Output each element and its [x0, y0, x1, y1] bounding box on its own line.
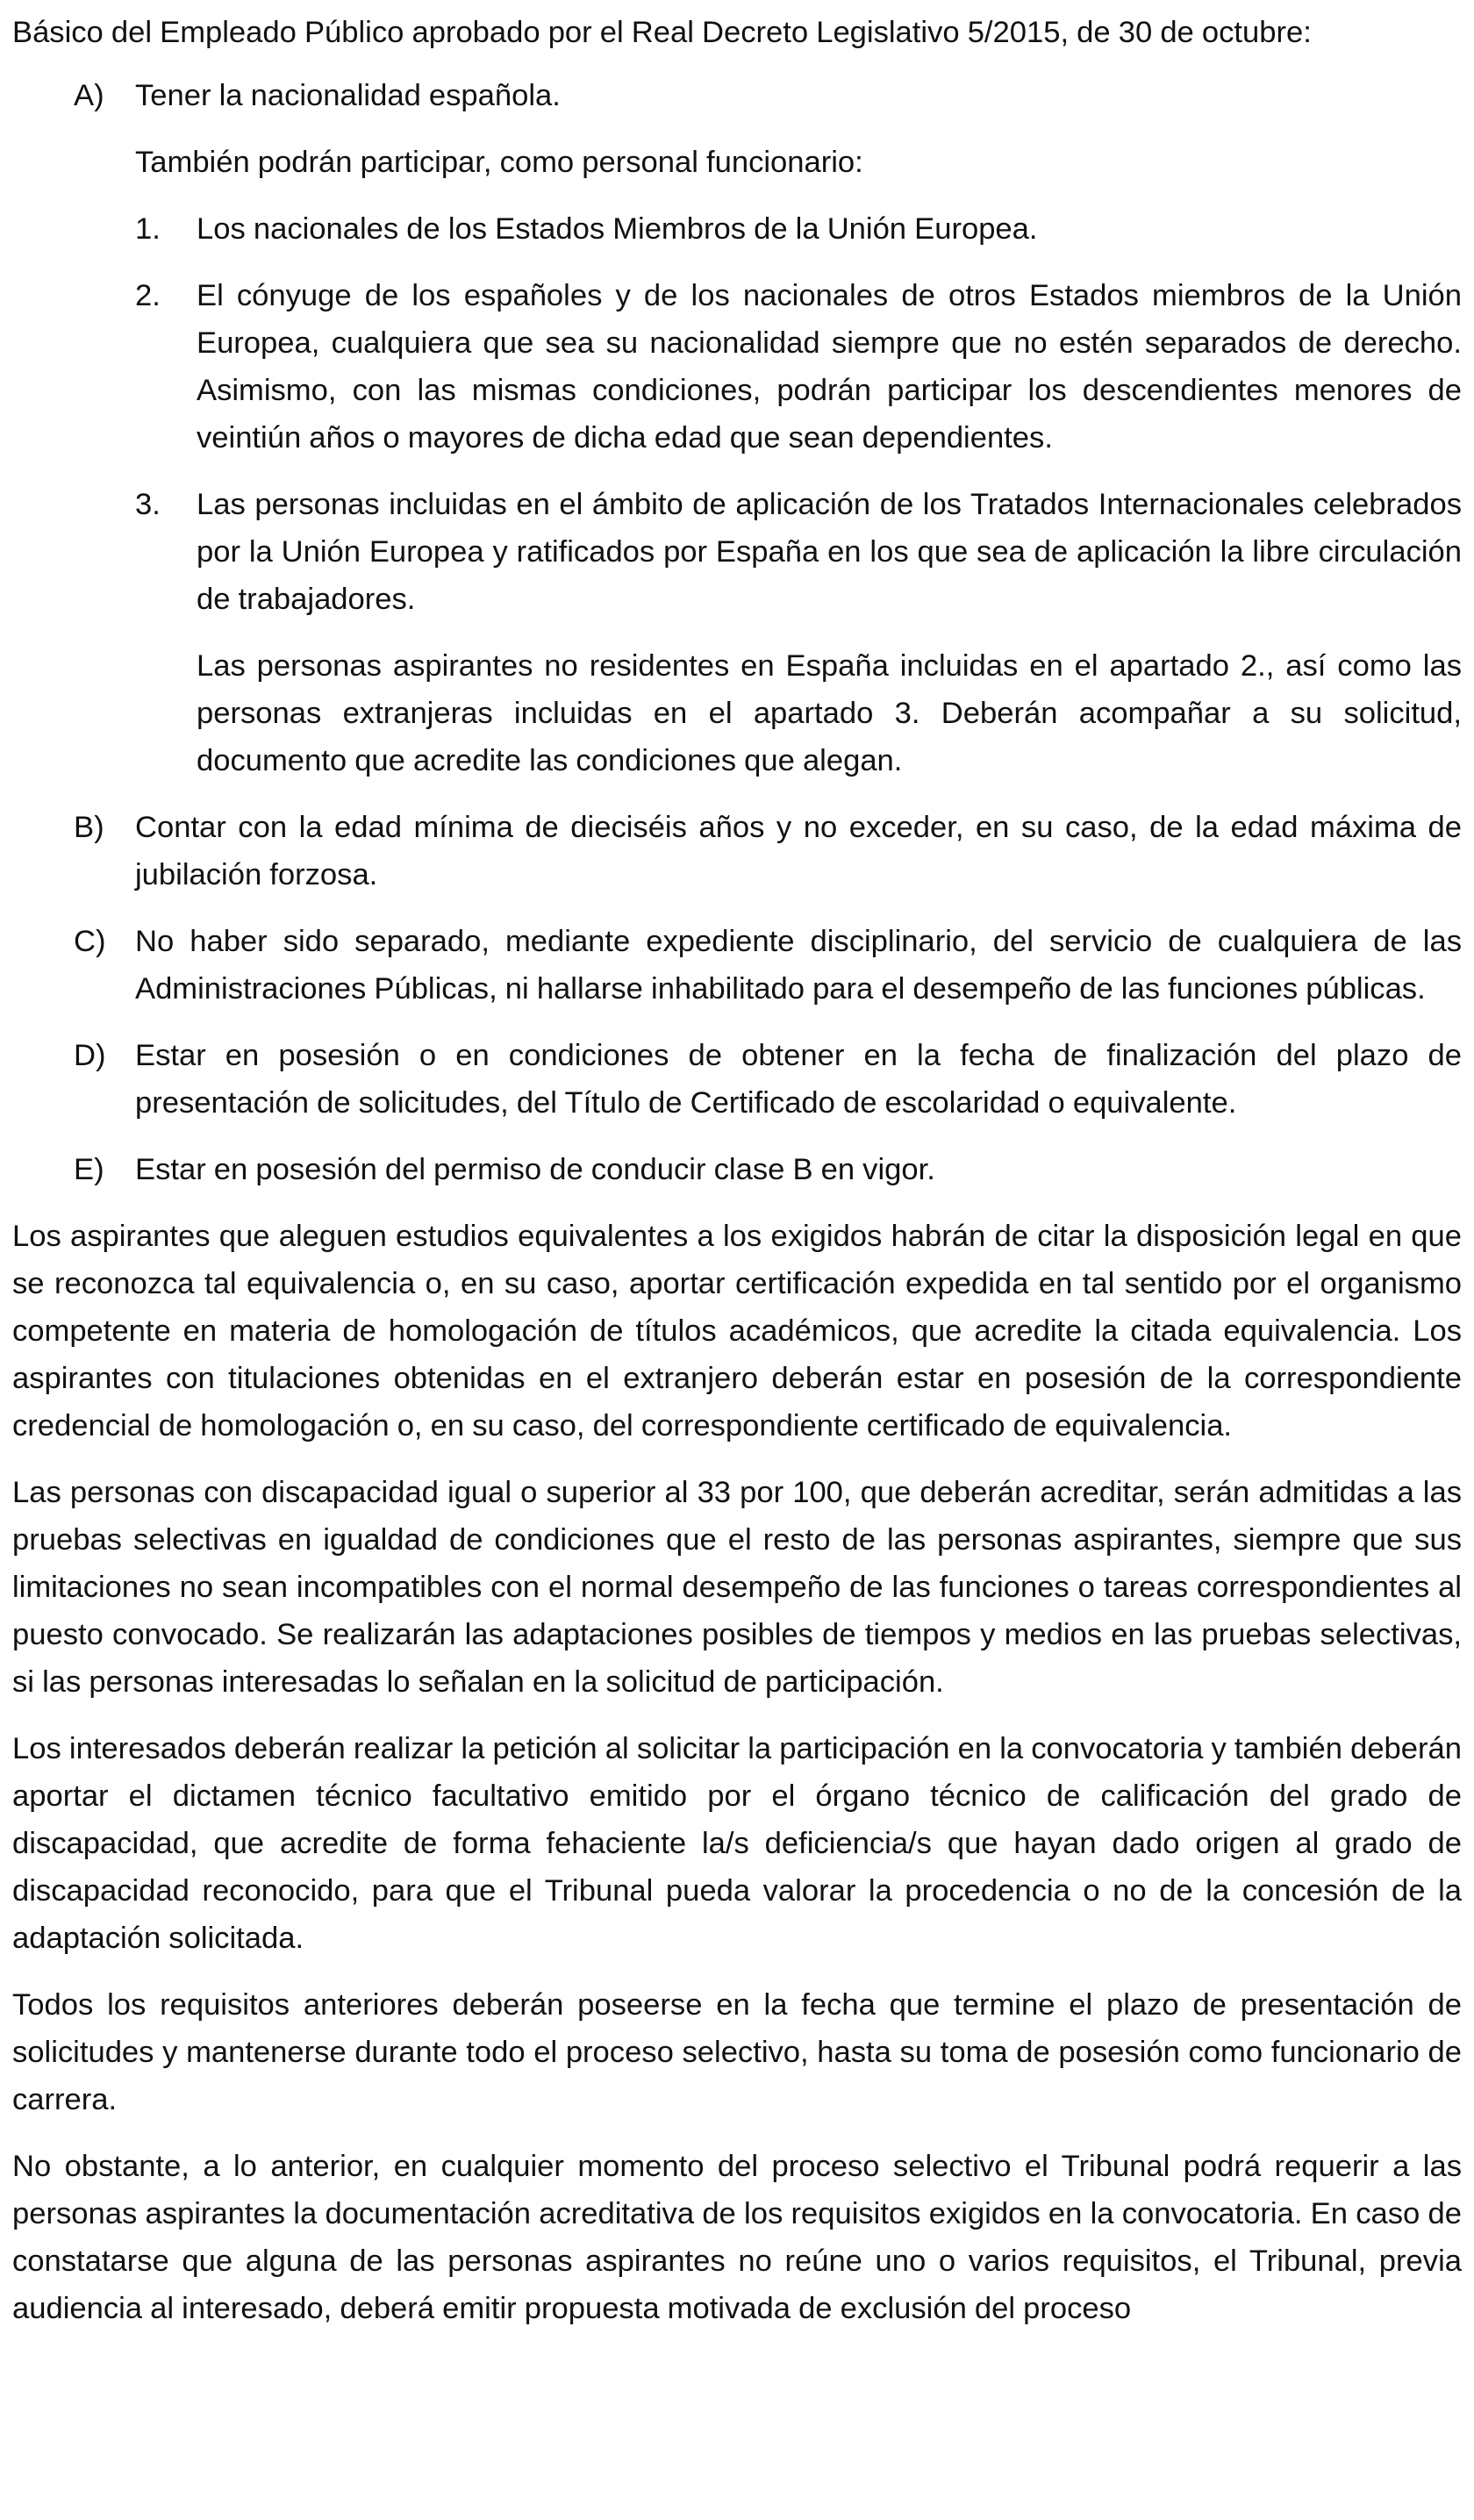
- requirement-body: [135, 804, 1462, 898]
- requirement-body: [135, 1032, 1462, 1127]
- body-paragraph-equivalent-studies: Los aspirantes que aleguen estudios equivalentes a los exigidos habrán de citar la disposición legal en que se reconozca tal equivalencia o, en su caso, aportar certificación expedida en tal sentido por el organismo competente en materia de homologación de títulos académicos, que acredite la citada equivalencia. Los aspirantes con titulaciones obtenidas en el extranjero deberán estar en posesión de la correspondiente credencial de homologación o, en su caso, del correspondiente certificado de equivalencia.: [12, 1220, 1462, 1443]
- requirement-text: Estar en posesión o en condiciones de obtener en la fecha de finalización del plazo de presentación de solicitudes, del Título de Certificado de escolaridad o equivalente.: [135, 1039, 1462, 1120]
- sub-requirement-item-3: [135, 481, 1462, 784]
- list-marker: 3.: [135, 488, 161, 521]
- body-paragraph-disability: Las personas con discapacidad igual o superior al 33 por 100, que deberán acreditar, serán admitidas a las pruebas selectivas en igualdad de condiciones que el resto de las personas aspirantes, siempre que sus limitaciones no sean incompatibles con el normal desempeño de las funciones o tareas correspondientes al puesto convocado. Se realizarán las adaptaciones posibles de tiempos y medios en las pruebas selectivas, si las personas interesadas lo señalan en la solicitud de participación.: [12, 1476, 1462, 1699]
- requirement-item-d: [12, 1032, 1462, 1127]
- sub-requirement-text: Las personas incluidas en el ámbito de aplicación de los Tratados Internacionales celebrados por la Unión Europea y ratificados por España en los que sea de aplicación la libre circulación de trabajadores.: [197, 488, 1462, 616]
- intro-paragraph: Básico del Empleado Público aprobado por el Real Decreto Legislativo 5/2015, de 30 de octubre:: [12, 16, 1312, 49]
- requirement-body: [135, 1146, 1462, 1193]
- list-marker: B): [74, 811, 104, 844]
- requirement-item-c: [12, 918, 1462, 1013]
- requirement-item-e: [12, 1146, 1462, 1193]
- requirement-body: [135, 72, 1462, 784]
- list-marker: 1.: [135, 212, 161, 246]
- body-paragraph-adaptation-request: Los interesados deberán realizar la petición al solicitar la participación en la convocatoria y también deberán aportar el dictamen técnico facultativo emitido por el órgano técnico de calificación del grado de discapacidad, que acredite de forma fehaciente la/s deficiencia/s que hayan dado origen al grado de discapacidad reconocido, para que el Tribunal pueda valorar la procedencia o no de la concesión de la adaptación solicitada.: [12, 1732, 1462, 1955]
- sub-requirement-item-1: [135, 205, 1462, 253]
- list-marker: C): [74, 925, 106, 958]
- sub-requirement-note: Las personas aspirantes no residentes en España incluidas en el apartado 2., así como las personas extranjeras incluidas en el apartado 3. Deberán acompañar a su solicitud, documento que acredite las condiciones que alegan.: [197, 649, 1462, 777]
- body-paragraph-requirements-deadline: Todos los requisitos anteriores deberán poseerse en la fecha que termine el plazo de presentación de solicitudes y mantenerse durante todo el proceso selectivo, hasta su toma de posesión como funcionario de carrera.: [12, 1988, 1462, 2116]
- requirement-text: Contar con la edad mínima de dieciséis años y no exceder, en su caso, de la edad máxima de jubilación forzosa.: [135, 811, 1462, 891]
- sub-requirement-item-2: [135, 272, 1462, 462]
- requirement-item-b: [12, 804, 1462, 898]
- requirement-body: [135, 918, 1462, 1013]
- sub-requirement-text: Los nacionales de los Estados Miembros de la Unión Europea.: [197, 212, 1038, 246]
- requirement-text: No haber sido separado, mediante expediente disciplinario, del servicio de cualquiera de las Administraciones Públicas, ni hallarse inhabilitado para el desempeño de las funciones públicas.: [135, 925, 1462, 1006]
- requirement-note: También podrán participar, como personal funcionario:: [135, 146, 863, 179]
- sub-requirement-list: [135, 205, 1462, 784]
- list-marker: 2.: [135, 279, 161, 312]
- requirement-item-a: [12, 72, 1462, 784]
- sub-requirement-text: El cónyuge de los españoles y de los nacionales de otros Estados miembros de la Unión Europea, cualquiera que sea su nacionalidad siempre que no estén separados de derecho. Asimismo, con las mismas condiciones, podrán participar los descendientes menores de veintiún años o mayores de dicha edad que sean dependientes.: [197, 279, 1462, 455]
- list-marker: E): [74, 1153, 104, 1186]
- requirement-text: Estar en posesión del permiso de conducir clase B en vigor.: [135, 1153, 935, 1186]
- document-page: [12, 9, 1462, 2332]
- body-paragraph-tribunal-verification: No obstante, a lo anterior, en cualquier momento del proceso selectivo el Tribunal podrá requerir a las personas aspirantes la documentación acreditativa de los requisitos exigidos en la convocatoria. En caso de constatarse que alguna de las personas aspirantes no reúne uno o varios requisitos, el Tribunal, previa audiencia al interesado, deberá emitir propuesta motivada de exclusión del proceso: [12, 2150, 1462, 2325]
- requirement-text: Tener la nacionalidad española.: [135, 79, 561, 112]
- list-marker: D): [74, 1039, 106, 1072]
- list-marker: A): [74, 79, 104, 112]
